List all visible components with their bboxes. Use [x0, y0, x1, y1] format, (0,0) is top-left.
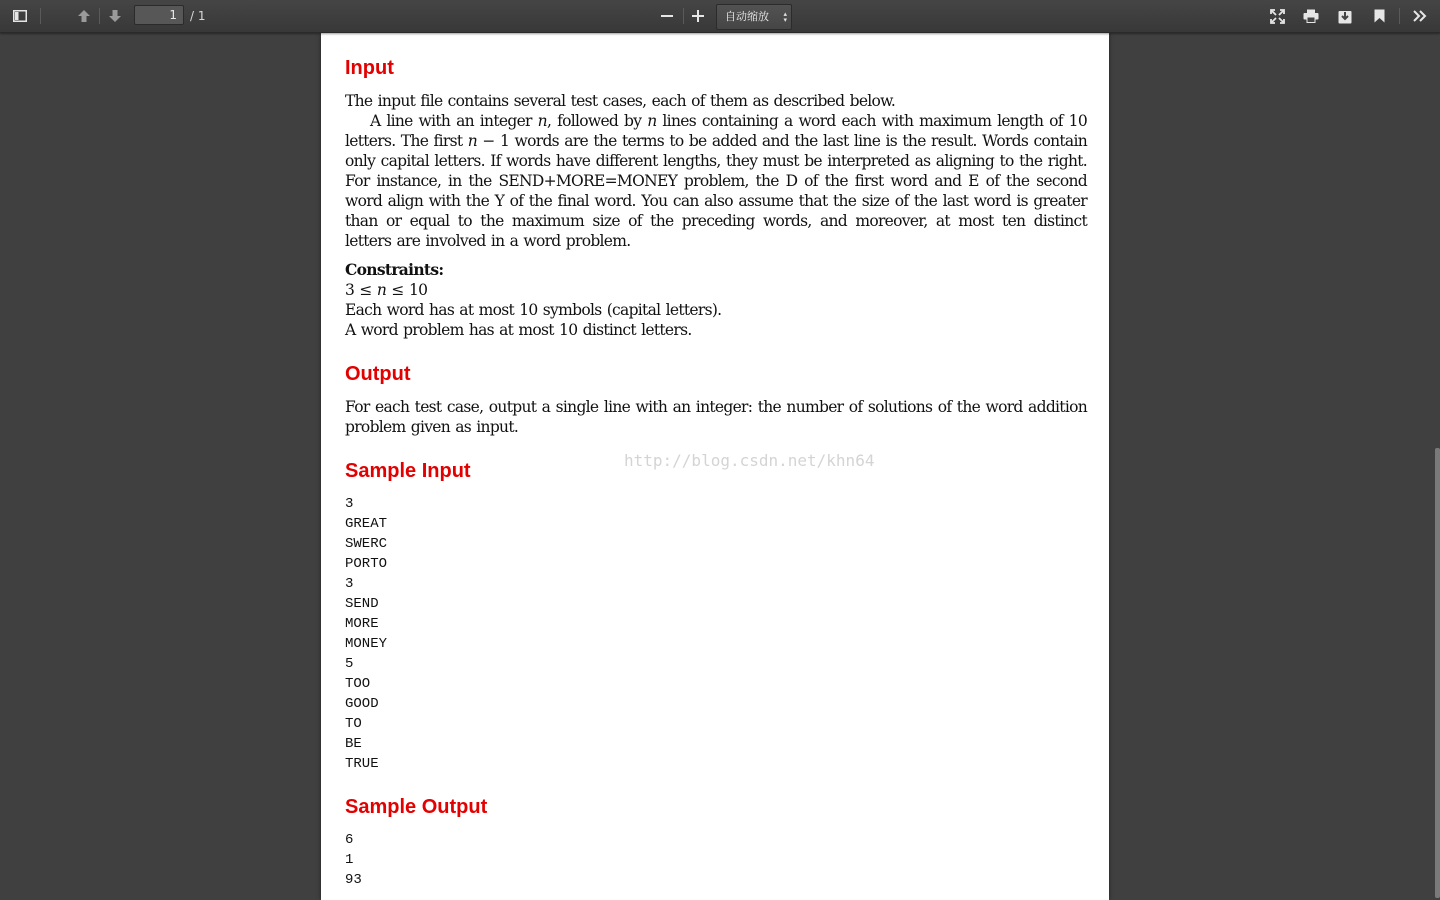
sample-output-line: 1: [345, 852, 354, 868]
toolbar-separator: [99, 8, 100, 24]
vertical-scrollbar[interactable]: [1435, 448, 1440, 898]
plus-icon: [692, 10, 704, 22]
sample-output-line: 6: [345, 832, 354, 848]
tools-menu-button[interactable]: [1407, 4, 1433, 28]
sample-input-line: 3: [345, 496, 354, 512]
download-icon: [1338, 9, 1352, 24]
toolbar-separator: [1399, 8, 1400, 24]
constraint-word-length: Each word has at most 10 symbols (capital letters).: [345, 301, 722, 319]
sample-input-line: 3: [345, 576, 354, 592]
fullscreen-icon: [1270, 9, 1285, 24]
sample-input-line: BE: [345, 736, 362, 752]
download-button[interactable]: [1332, 4, 1358, 28]
output-heading: Output: [345, 363, 411, 385]
toolbar-separator: [683, 8, 684, 24]
page-number-input[interactable]: 1: [134, 5, 184, 25]
sample-output-line: 93: [345, 872, 362, 888]
chevron-updown-icon: ▴ ▾: [783, 10, 787, 24]
sample-input-heading: Sample Input: [345, 460, 471, 482]
bookmark-icon: [1374, 9, 1385, 23]
constraints-label: Constraints:: [345, 260, 444, 279]
sample-input-line: TOO: [345, 676, 371, 692]
input-description: A line with an integer n, followed by n lines containing a word each with maximum length of 10 letters. The first n − 1 words are the terms to be added and the last line is the result. Words contain only capital letters. If words have different lengths, they must be interpreted as aligning to the right. For instance, in the SEND+MORE=MONEY problem, the D of the first word and E of the second word align with the Y of the final word. You can also assume that the size of the last word is greater than or equal to the maximum size of the preceding words, and moreover, at most ten distinct letters are involved in a word problem.: [345, 112, 1088, 250]
page-count: / 1: [190, 9, 206, 23]
toolbar-separator: [40, 8, 41, 24]
sidebar-icon: [13, 10, 27, 22]
print-button[interactable]: [1298, 4, 1324, 28]
sample-output-heading: Sample Output: [345, 796, 488, 818]
sample-input-line: GREAT: [345, 516, 388, 532]
constraints-block: [345, 260, 721, 340]
zoom-value: 自动缩放: [725, 10, 769, 23]
arrow-up-icon: [77, 9, 91, 23]
input-intro: The input file contains several test cases, each of them as described below.: [345, 92, 896, 110]
pdf-page: [321, 33, 1109, 900]
output-description: For each test case, output a single line with an integer: the number of solutions of the word addition problem given as input.: [345, 398, 1087, 436]
next-page-button[interactable]: [102, 4, 128, 28]
presentation-mode-button[interactable]: [1264, 4, 1290, 28]
watermark: http://blog.csdn.net/khn64: [624, 451, 875, 470]
minus-icon: [661, 10, 673, 22]
sample-input-line: SWERC: [345, 536, 388, 552]
sample-input-line: TO: [345, 716, 362, 732]
constraint-n: 3 ≤ n ≤ 10: [345, 281, 428, 299]
bookmark-button[interactable]: [1366, 4, 1392, 28]
sample-input-line: MONEY: [345, 636, 388, 652]
sidebar-toggle-button[interactable]: [7, 4, 33, 28]
sample-input-line: TRUE: [345, 756, 379, 772]
zoom-select[interactable]: [716, 4, 792, 30]
sample-input-line: SEND: [345, 596, 379, 612]
zoom-in-button[interactable]: [685, 4, 711, 28]
sample-input-line: GOOD: [345, 696, 379, 712]
sample-input-line: 5: [345, 656, 354, 672]
input-heading: Input: [345, 57, 394, 79]
sample-output-block: [345, 830, 362, 890]
document-viewer[interactable]: [0, 33, 1440, 900]
sample-input-block: [345, 494, 387, 774]
arrow-down-icon: [108, 9, 122, 23]
constraint-distinct-letters: A word problem has at most 10 distinct letters.: [345, 321, 692, 339]
double-chevron-right-icon: [1413, 10, 1427, 22]
pdf-toolbar: [0, 0, 1440, 33]
zoom-out-button[interactable]: [654, 4, 680, 28]
printer-icon: [1303, 9, 1319, 23]
previous-page-button[interactable]: [71, 4, 97, 28]
sample-input-line: PORTO: [345, 556, 388, 572]
sample-input-line: MORE: [345, 616, 379, 632]
